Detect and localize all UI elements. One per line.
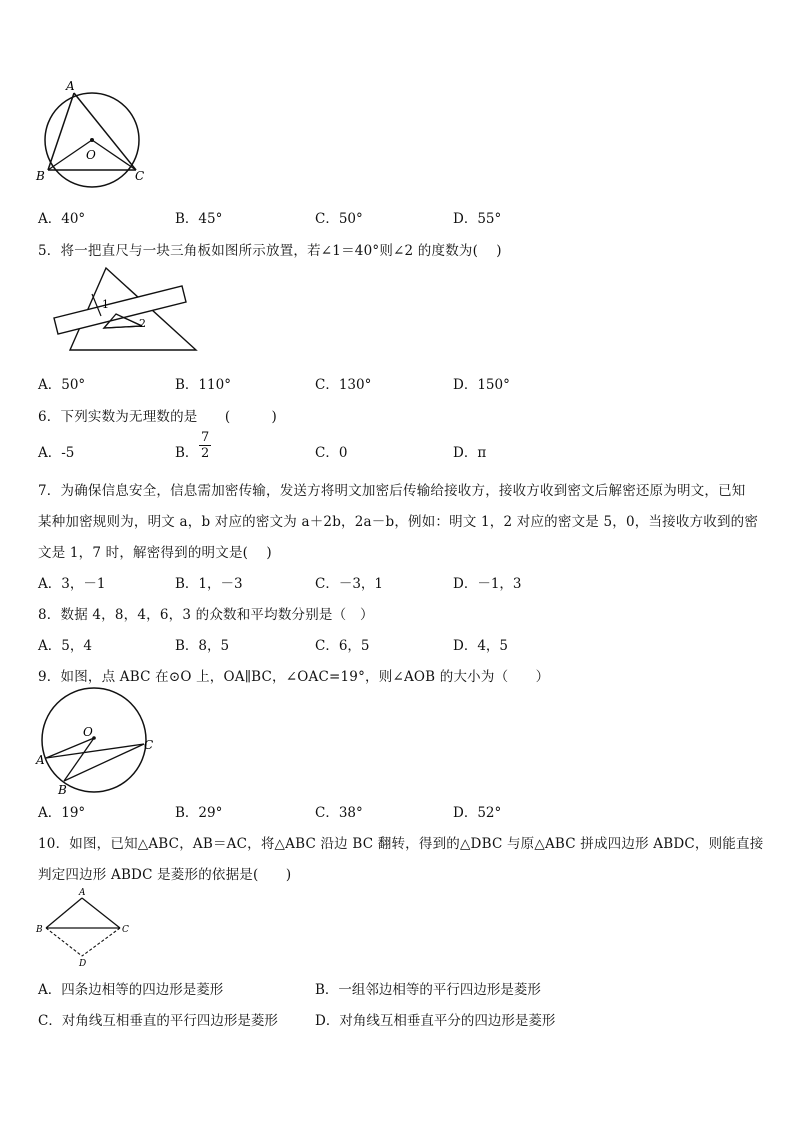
q4-label-a: A — [66, 79, 75, 93]
q6-fraction-denominator: 2 — [201, 446, 210, 461]
q9-circle — [42, 688, 146, 792]
q4-radius-oc — [92, 140, 136, 170]
q5-option-a[interactable]: A．50° — [38, 377, 86, 393]
q9-stem: 9．如图，点 ABC 在⊙O 上，OA∥BC，∠OAC=19°，则∠AOB 的大小为（ ） — [38, 669, 550, 685]
q4-side-ac — [74, 93, 136, 170]
q4-center-dot — [90, 138, 94, 142]
q9-option-a[interactable]: A．19° — [38, 805, 86, 821]
q7-stem-line3: 文是 1，7 时，解密得到的明文是( ) — [38, 545, 272, 561]
q5-option-d[interactable]: D．150° — [453, 377, 510, 393]
q7-option-a[interactable]: A．3，－1 — [38, 576, 106, 592]
q10-side-bd-dashed — [46, 928, 82, 956]
q7-option-c[interactable]: C．－3，1 — [315, 576, 384, 592]
q4-option-b[interactable]: B．45° — [175, 211, 223, 227]
q6-option-c[interactable]: C．0 — [315, 445, 348, 461]
q9-label-o: O — [83, 725, 93, 739]
q10-rhombus-figure — [34, 886, 134, 968]
q10-stem-line2: 判定四边形 ABDC 是菱形的依据是( ) — [38, 867, 292, 883]
q9-option-d[interactable]: D．52° — [453, 805, 502, 821]
q10-option-b[interactable]: B．一组邻边相等的平行四边形是菱形 — [315, 982, 541, 998]
q9-option-b[interactable]: B．29° — [175, 805, 223, 821]
q9-label-b: B — [58, 783, 67, 796]
q10-side-ac — [82, 898, 120, 928]
q10-label-a: A — [79, 888, 86, 898]
q9-label-a: A — [36, 753, 45, 767]
q6-stem: 6．下列实数为无理数的是 ( ) — [38, 409, 277, 425]
q7-stem-line1: 7．为确保信息安全，信息需加密传输，发送方将明文加密后传输给接收方，接收方收到密文后解密还原为明文，已知 — [38, 483, 746, 499]
q10-option-c[interactable]: C．对角线互相垂直的平行四边形是菱形 — [38, 1013, 278, 1029]
q6-option-d[interactable]: D．π — [453, 445, 487, 461]
q5-angle-1-label: 1 — [102, 298, 109, 311]
q4-option-a[interactable]: A．40° — [38, 211, 86, 227]
q8-stem: 8．数据 4，8，4，6，3 的众数和平均数分别是（ ） — [38, 607, 374, 623]
q9-circle-figure — [34, 686, 158, 796]
q4-label-b: B — [36, 169, 45, 183]
q4-label-c: C — [135, 169, 145, 183]
q10-label-b: B — [36, 925, 43, 935]
q4-circle-figure — [32, 78, 152, 190]
q7-option-d[interactable]: D．－1，3 — [453, 576, 522, 592]
q5-angle-2-label: 2 — [139, 317, 146, 330]
q4-label-o: O — [86, 148, 96, 162]
q10-side-cd-dashed — [82, 928, 120, 956]
q6-option-b-prefix[interactable]: B． — [175, 445, 199, 461]
q5-option-b[interactable]: B．110° — [175, 377, 231, 393]
q8-option-d[interactable]: D．4，5 — [453, 638, 509, 654]
q10-option-a[interactable]: A．四条边相等的四边形是菱形 — [38, 982, 224, 998]
q8-option-c[interactable]: C．6，5 — [315, 638, 370, 654]
q6-fraction-numerator: 7 — [201, 430, 210, 445]
q10-label-d: D — [79, 959, 87, 968]
q8-option-b[interactable]: B．8，5 — [175, 638, 230, 654]
q10-label-c: C — [122, 925, 129, 935]
q4-option-d[interactable]: D．55° — [453, 211, 502, 227]
q10-option-d[interactable]: D．对角线互相垂直平分的四边形是菱形 — [315, 1013, 556, 1029]
q6-option-b-fraction — [199, 430, 211, 461]
q7-option-b[interactable]: B．1，－3 — [175, 576, 243, 592]
q8-option-a[interactable]: A．5，4 — [38, 638, 92, 654]
q10-side-ab — [46, 898, 82, 928]
q9-option-c[interactable]: C．38° — [315, 805, 363, 821]
q5-stem: 5．将一把直尺与一块三角板如图所示放置，若∠1＝40°则∠2 的度数为( ) — [38, 243, 502, 259]
q9-label-c: C — [144, 738, 154, 752]
q5-ruler-triangle-figure — [48, 266, 200, 356]
q4-option-c[interactable]: C．50° — [315, 211, 363, 227]
q7-stem-line2: 某种加密规则为，明文 a，b 对应的密文为 a＋2b，2a－b，例如：明文 1，2 对应的密文是 5，0，当接收方收到的密 — [38, 514, 759, 530]
q5-option-c[interactable]: C．130° — [315, 377, 372, 393]
q10-stem-line1: 10．如图，已知△ABC，AB＝AC，将△ABC 沿边 BC 翻转，得到的△DBC 与原△ABC 拼成四边形 ABDC，则能直接 — [38, 836, 764, 852]
q6-option-a[interactable]: A．-5 — [38, 445, 75, 461]
